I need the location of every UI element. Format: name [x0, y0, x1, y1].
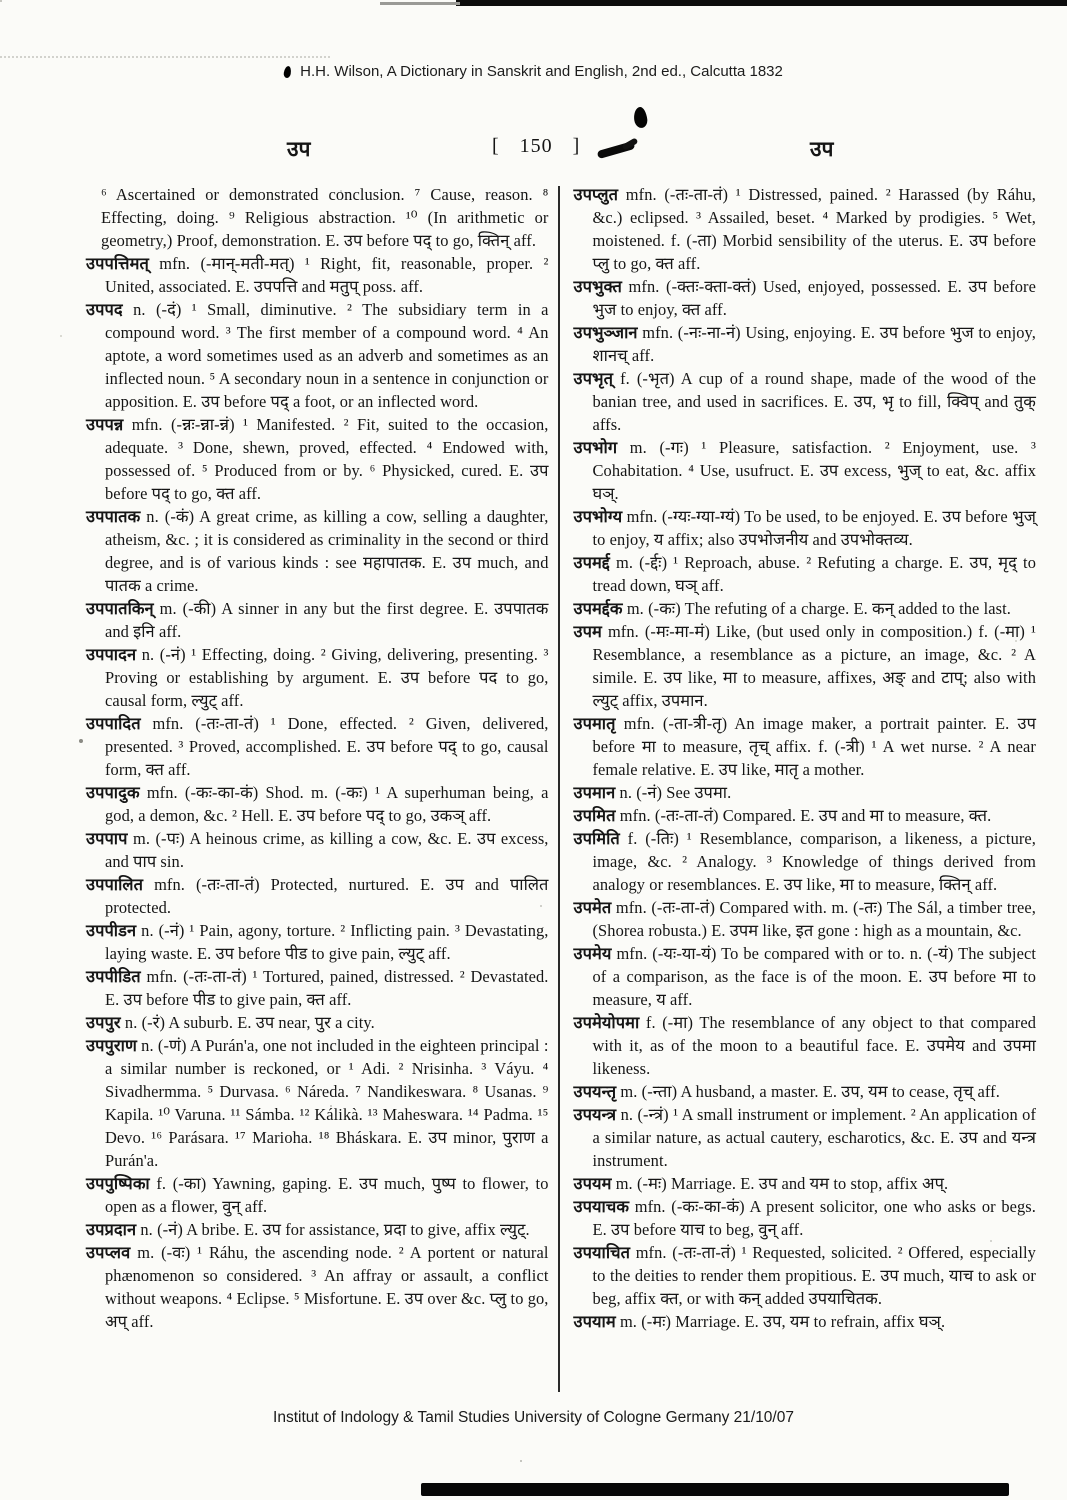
entry-body: n. (-नं) See उपमा. — [619, 783, 732, 802]
footer-credit: Institut of Indology & Tamil Studies University of Cologne Germany 21/10/07 — [273, 1409, 794, 1426]
dictionary-entry — [86, 505, 549, 597]
dictionary-entry — [574, 367, 1037, 436]
entry-headword: उपपद — [86, 300, 123, 319]
entry-headword: उपपुराण — [86, 1036, 137, 1055]
entry-body: mfn. (-कः-का-कं) Shod. m. (-कः) ¹ A superhuman being, a god, a demon, &c. ² Hell. E. उप before पद् to go, उकञ् aff. — [105, 783, 549, 825]
dictionary-entry — [574, 551, 1037, 597]
left-column — [86, 183, 549, 1333]
dictionary-entry — [574, 321, 1037, 367]
entry-headword: उपपादित — [86, 714, 141, 733]
entry-headword: उपभृत् — [573, 369, 614, 388]
entry-body: n. (-नं) A bribe. E. उप for assistance, प्रदा to give, affix ल्युट्. — [140, 1220, 530, 1239]
dictionary-entry — [574, 896, 1037, 942]
scan-speckles — [0, 0, 2, 2]
dictionary-entry — [86, 183, 549, 252]
dictionary-entry — [86, 1218, 549, 1241]
entry-body: mfn. (-यः-या-यं) To be compared with or to. n. (-यं) The subject of a comparison, as the face is of the moon. E. उप before मा to measure, य aff. — [592, 944, 1036, 1009]
entry-headword: उपमेय — [573, 944, 612, 963]
dictionary-entry — [574, 275, 1037, 321]
dictionary-entry — [86, 298, 549, 413]
entry-body: mfn. (-मान्-मती-मत्) ¹ Right, fit, reasonable, proper. ² United, associated. E. उपपत्ति and मतुप् poss. aff. — [105, 254, 549, 296]
page-number: [ 150 ] — [491, 135, 581, 157]
dictionary-entry — [574, 1103, 1037, 1172]
entry-body: m. (-वः) ¹ Ráhu, the ascending node. ² A portent or natural phænomenon so considered. ³ An affray or assault, a conflict without weapons. ⁴ Eclipse. ⁵ Misfortune. E. उप over &c. प्लु to go, अप् aff. — [105, 1243, 549, 1331]
dictionary-entry — [86, 781, 549, 827]
scan-edge-bar-fade — [380, 2, 460, 5]
dictionary-entry — [574, 1310, 1037, 1333]
entry-headword: उपमातृ — [573, 714, 616, 733]
entry-headword: उपयन्तृ — [573, 1082, 617, 1101]
ink-mark-icon — [283, 65, 292, 78]
entry-headword: उपपुष्पिका — [86, 1174, 150, 1193]
entry-headword: उपमेत — [573, 898, 612, 917]
dictionary-entry — [574, 827, 1037, 896]
entry-body: mfn. (-कः-का-कं) A present solicitor, one who asks or begs. E. उप before याच to beg, वुन् aff. — [592, 1197, 1036, 1239]
entry-body: mfn. (-क्तः-क्ता-क्तं) Used, enjoyed, possessed. E. उप before भुज to enjoy, क्त aff. — [592, 277, 1036, 319]
entry-headword: उपप्रदान — [86, 1220, 137, 1239]
entry-headword: उपप्लव — [86, 1243, 131, 1262]
entry-headword: उपयाम — [573, 1312, 616, 1331]
entry-body: m. (-न्ता) A husband, a master. E. उप, यम to cease, तृच् aff. — [620, 1082, 1000, 1101]
entry-body: f. (-मा) The resemblance of any object to that compared with it, as of the moon to a beautiful face. E. उपमेय and उपमा likeness. — [592, 1013, 1036, 1078]
dictionary-entry — [574, 1241, 1037, 1310]
entry-body: f. (-तिः) ¹ Resemblance, comparison, a likeness, a picture, image, &c. ² Analogy. ³ Knowledge of things derived from analogy or resemblances. E. उप like, मा to measure, क्तिन् aff. — [592, 829, 1036, 894]
entry-headword: उपपन्न — [86, 415, 124, 434]
entry-headword: उपभुञ्जान — [573, 323, 638, 342]
entry-body: mfn. (-तः-ता-तं) ¹ Requested, solicited. ² Offered, especially to the deities to render them propitious. E. उप much, याच to ask or beg, affix क्त, or with कन् added उपयाचितक. — [592, 1243, 1036, 1308]
dictionary-entry — [574, 712, 1037, 781]
entry-body: ⁶ Ascertained or demonstrated conclusion. ⁷ Cause, reason. ⁸ Effecting, doing. ⁹ Religious abstraction. ¹⁰ (In arithmetic or geometry,) Proof, demonstration. E. उप before पद् to go, क्तिन् aff. — [101, 185, 549, 250]
entry-headword: उपयाचित — [573, 1243, 631, 1262]
entry-headword: उपभोग्य — [573, 507, 623, 526]
entry-body: mfn. (-तः-ता-तं) ¹ Distressed, pained. ² Harassed (by Ráhu, &c.) eclipsed. ³ Assailed, beset. ⁴ Marked by prodigies. ⁵ Wet, moistened. f. (-ता) Morbid sensibility of the uterus. E. उप before प्लु to go, क्त aff. — [592, 185, 1036, 273]
running-head-right: उप — [810, 137, 834, 161]
entry-body: mfn. (-नः-ना-नं) Using, enjoying. E. उप before भुज to enjoy, शानच् aff. — [592, 323, 1036, 365]
dictionary-entry — [86, 712, 549, 781]
entry-headword: उपप्लुत — [573, 185, 619, 204]
entry-body: n. (-णं) A Purán'a, one not included in the eighteen principal : a similar number is reckoned, or ¹ Adi. ² Nrisinha. ³ Váyu. ⁴ Sivadhermma. ⁵ Durvasa. ⁶ Náreda. ⁷ Nandikeswara. ⁸ Usanas. ⁹ Kapila. ¹⁰ Varuna. ¹¹ Sámba. ¹² Kálikà. ¹³ Maheswara. ¹⁴ Padma. ¹⁵ Devo. ¹⁶ Parásara. ¹⁷ Marioha. ¹⁸ Bháskara. E. उप minor, पुराण a Purán'a. — [105, 1036, 549, 1170]
dictionary-entry — [86, 965, 549, 1011]
dictionary-entry — [86, 827, 549, 873]
entry-headword: उपमर्द्द — [573, 553, 610, 572]
entry-headword: उपपातक — [86, 507, 141, 526]
entry-headword: उपयाचक — [573, 1197, 630, 1216]
dictionary-entry — [86, 919, 549, 965]
entry-body: m. (-कः) The refuting of a charge. E. कन् added to the last. — [626, 599, 1011, 618]
ink-blot — [633, 106, 648, 128]
text-columns — [86, 183, 1036, 1333]
entry-body: mfn. (-मः-मा-मं) Like, (but used only in composition.) f. (-मा) ¹ Resemblance, a resemblance as a picture, an image, &c. ² A simile. E. उप like, मा to measure, affixes, अङ् and टाप्; also with ल्युट् affix, उपमान. — [592, 622, 1036, 710]
entry-headword: उपयन्त्र — [573, 1105, 617, 1124]
entry-body: n. (-न्त्रं) ¹ A small instrument or implement. ² An application of a similar nature, as actual cautery, escharotics, &c. E. उप and यन्त्र instrument. — [592, 1105, 1036, 1170]
dictionary-entry — [574, 620, 1037, 712]
running-head — [0, 135, 1067, 171]
scan-edge-bar-top — [456, 0, 1067, 6]
entry-headword: उपपीडित — [86, 967, 141, 986]
entry-headword: उपमित — [573, 806, 616, 825]
entry-headword: उपपातकिन् — [86, 599, 154, 618]
scan-edge-bar-bottom — [421, 1483, 1009, 1496]
dictionary-entry — [574, 804, 1037, 827]
entry-body: m. (-मः) Marriage. E. उप, यम to refrain, affix घञ्. — [619, 1312, 946, 1331]
entry-headword: उपमर्द्दक — [573, 599, 623, 618]
entry-headword: उपपाप — [86, 829, 128, 848]
entry-body: mfn. (-तः-ता-तं) ¹ Tortured, pained, distressed. ² Devastated. E. उप before पीड to give pain, क्त aff. — [105, 967, 549, 1009]
dictionary-entry — [86, 413, 549, 505]
dictionary-entry — [574, 781, 1037, 804]
dictionary-entry — [86, 873, 549, 919]
dictionary-entry — [86, 1011, 549, 1034]
dictionary-entry — [86, 1241, 549, 1333]
entry-headword: उपभुक्त — [573, 277, 622, 296]
entry-headword: उपमेयोपमा — [573, 1013, 640, 1032]
dictionary-entry — [574, 942, 1037, 1011]
dictionary-entry — [574, 183, 1037, 275]
dictionary-entry — [86, 252, 549, 298]
dictionary-entry — [574, 436, 1037, 505]
entry-body: n. (-कं) A great crime, as killing a cow, selling a daughter, atheism, &c. ; it is considered as criminality in the second or third degree, and is of various kinds : see महापातक. E. उप much, and पातक a crime. — [105, 507, 549, 595]
running-head-left: उप — [287, 137, 311, 161]
dictionary-entry — [574, 1172, 1037, 1195]
entry-headword: उपपीडन — [86, 921, 137, 940]
right-column — [574, 183, 1037, 1333]
dictionary-entry — [86, 1034, 549, 1172]
dictionary-entry — [574, 1080, 1037, 1103]
entry-headword: उपपादुक — [86, 783, 140, 802]
entry-headword: उपमिति — [573, 829, 620, 848]
dictionary-entry — [574, 505, 1037, 551]
entry-body: m. (-की) A sinner in any but the first degree. E. उपपातक and इनि aff. — [105, 599, 549, 641]
entry-body: n. (-नं) ¹ Effecting, doing. ² Giving, delivering, presenting. ³ Proving or establishing by argument. E. उप before पद to go, causal form, ल्युट् aff. — [105, 645, 549, 710]
entry-headword: उपमान — [573, 783, 616, 802]
dictionary-entry — [574, 1195, 1037, 1241]
entry-headword: उपपुर — [86, 1013, 121, 1032]
dictionary-entry — [86, 1172, 549, 1218]
entry-body: mfn. (-तः-ता-तं) Compared with. m. (-तः) The Sál, a timber tree, (Shorea robusta.) E. उपम like, इत gone : high as a mountain, &c. — [592, 898, 1037, 940]
entry-body: mfn. (-तः-ता-तं) ¹ Done, effected. ² Given, delivered, presented. ³ Proved, accomplished. E. उप before पद् to go, causal form, क्त aff. — [105, 714, 549, 779]
entry-headword: उपयम — [573, 1174, 612, 1193]
entry-body: n. (-दं) ¹ Small, diminutive. ² The subsidiary term in a compound word. ³ The first member of a compound word. ⁴ An aptote, a word sometimes used as an adverb and sometimes as an inflected noun. ⁵ A secondary noun in a sentence in conjunction or apposition. E. उप before पद् a foot, or an inflected word. — [105, 300, 549, 411]
entry-body: mfn. (-तः-ता-तं) Compared. E. उप and मा to measure, क्त. — [619, 806, 992, 825]
entry-body: mfn. (-ग्यः-ग्या-ग्यं) To be used, to be enjoyed. E. उप before भुज् to enjoy, य affix; also उपभोजनीय and उपभोक्तव्य. — [592, 507, 1036, 549]
entry-headword: उपपालित — [86, 875, 144, 894]
entry-body: n. (-रं) A suburb. E. उप near, पुर a city. — [124, 1013, 375, 1032]
entry-body: m. (-पः) A heinous crime, as killing a cow, &c. E. उप excess, and पाप sin. — [105, 829, 549, 871]
entry-body: m. (-गः) ¹ Pleasure, satisfaction. ² Enjoyment, use. ³ Cohabitation. ⁴ Use, usufruct. E. उप excess, भुज् to eat, &c. affix घञ्. — [592, 438, 1036, 503]
source-annotation-text: H.H. Wilson, A Dictionary in Sanskrit and English, 2nd ed., Calcutta 1832 — [300, 63, 783, 80]
entry-body: m. (-मः) Marriage. E. उप and यम to stop, affix अप्. — [615, 1174, 949, 1193]
dictionary-entry — [574, 1011, 1037, 1080]
entry-body: m. (-र्द्दः) ¹ Reproach, abuse. ² Refuting a charge. E. उप, मृद् to tread down, घञ् aff. — [592, 553, 1036, 595]
entry-body: f. (-भृत) A cup of a round shape, made of the wood of the banian tree, and used in sacrifices. E. उप, भृ to fill, क्विप् and तुक् affs. — [592, 369, 1037, 434]
entry-body: mfn. (-न्नः-न्ना-न्नं) ¹ Manifested. ² Fit, suited to the occasion, adequate. ³ Done, shewn, proved, effected. ⁴ Endowed with, possessed of. ⁵ Produced from or by. ⁶ Physicked, cured. E. उप before पद् to go, क्त aff. — [105, 415, 549, 503]
dictionary-entry — [86, 597, 549, 643]
entry-body: mfn. (-तः-ता-तं) Protected, nurtured. E. उप and पालित protected. — [105, 875, 549, 917]
entry-headword: उपपादन — [86, 645, 137, 664]
entry-headword: उपम — [573, 622, 602, 641]
dictionary-entry — [86, 643, 549, 712]
source-annotation — [0, 63, 1067, 80]
entry-headword: उपपत्तिमत् — [86, 254, 149, 273]
scan-dotted-line — [0, 56, 330, 58]
entry-headword: उपभोग — [573, 438, 618, 457]
dictionary-entry — [574, 597, 1037, 620]
entry-body: n. (-नं) ¹ Pain, agony, torture. ² Inflicting pain. ³ Devastating, laying waste. E. उप before पीड to give pain, ल्युट् aff. — [105, 921, 549, 963]
entry-body: f. (-का) Yawning, gaping. E. उप much, पुष्प to flower, to open as a flower, वुन् aff. — [105, 1174, 549, 1216]
entry-body: mfn. (-ता-त्री-तृ) An image maker, a portrait painter. E. उप before मा to measure, तृच् affix. f. (-त्री) ¹ A wet nurse. ² A near female relative. E. उप like, मातृ a mother. — [592, 714, 1036, 779]
